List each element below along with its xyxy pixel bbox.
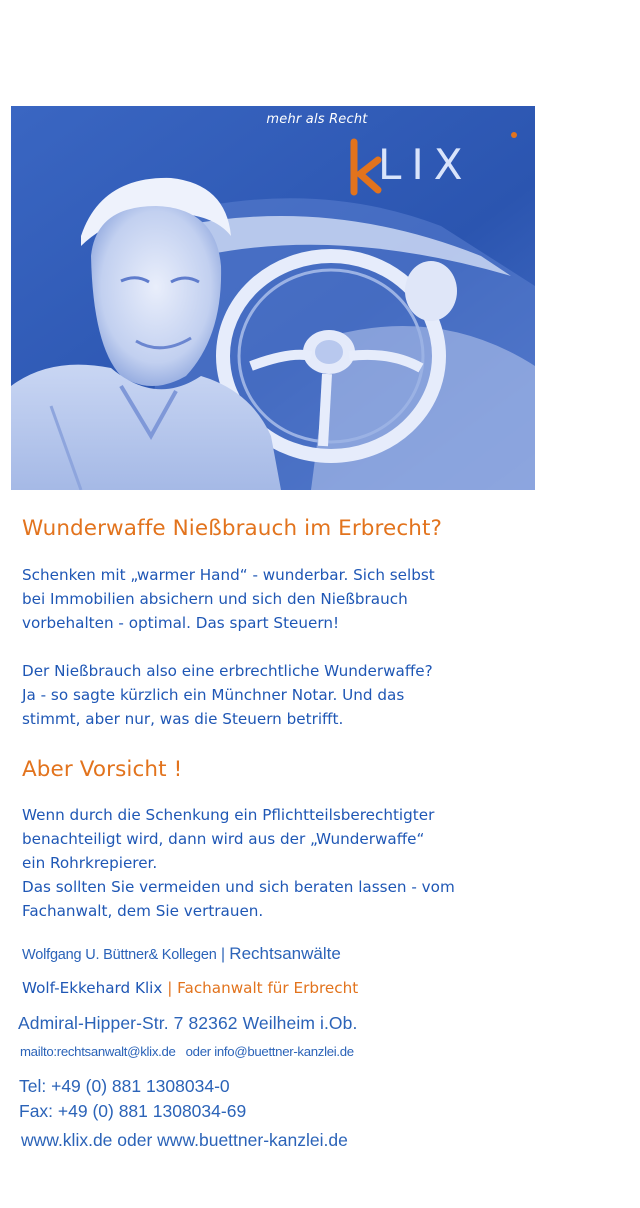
warning-line: Fachanwalt, dem Sie vertrauen. (22, 902, 264, 920)
address-line: Admiral-Hipper-Str. 7 82362 Weilheim i.Ob. (18, 1013, 358, 1033)
email-link[interactable]: mailto:rechtsanwalt@klix.de oder info@buettner-kanzlei.de (20, 1044, 354, 1059)
warning-paragraph (22, 803, 455, 923)
fax-number: Fax: +49 (0) 881 1308034-69 (19, 1101, 247, 1121)
question-line: Der Nießbrauch also eine erbrechtliche Wunderwaffe? (22, 662, 433, 680)
intro-paragraph (22, 563, 435, 635)
intro-line: Schenken mit „warmer Hand“ - wunderbar. Sich selbst (22, 566, 435, 584)
firm-name: Wolfgang U. Büttner& Kollegen (22, 947, 217, 963)
banner-tagline: mehr als Recht (266, 112, 368, 127)
lawyer-separator: | (167, 979, 173, 997)
klix-logo-text: LIX (378, 140, 473, 189)
question-line: stimmt, aber nur, was die Steuern betrifft. (22, 710, 344, 728)
question-line: Ja - so sagte kürzlich ein Münchner Notar. Und das (22, 686, 405, 704)
website-links[interactable]: www.klix.de oder www.buettner-kanzlei.de (21, 1130, 348, 1150)
warning-line: ein Rohrkrepierer. (22, 854, 158, 872)
klix-logo (348, 130, 518, 204)
article-heading: Wunderwaffe Nießbrauch im Erbrecht? (22, 516, 443, 541)
lawyer-role: Fachanwalt für Erbrecht (177, 979, 359, 997)
lawyer-name: Wolf-Ekkehard Klix (22, 979, 163, 997)
firm-separator: | (220, 946, 225, 963)
warning-line: benachteiligt wird, dann wird aus der „Wunderwaffe“ (22, 830, 425, 848)
warning-heading: Aber Vorsicht ! (22, 757, 183, 782)
intro-line: vorbehalten - optimal. Das spart Steuern! (22, 614, 340, 632)
warning-line: Wenn durch die Schenkung ein Pflichtteilsberechtigter (22, 806, 435, 824)
question-paragraph (22, 659, 433, 731)
firm-role: Rechtsanwälte (229, 944, 341, 963)
lawyer-line (22, 979, 358, 997)
phone-number: Tel: +49 (0) 881 1308034-0 (19, 1076, 230, 1096)
firm-line (22, 944, 341, 964)
warning-line: Das sollten Sie vermeiden und sich beraten lassen - vom (22, 878, 455, 896)
hero-banner (11, 106, 535, 490)
intro-line: bei Immobilien absichern und sich den Nießbrauch (22, 590, 408, 608)
